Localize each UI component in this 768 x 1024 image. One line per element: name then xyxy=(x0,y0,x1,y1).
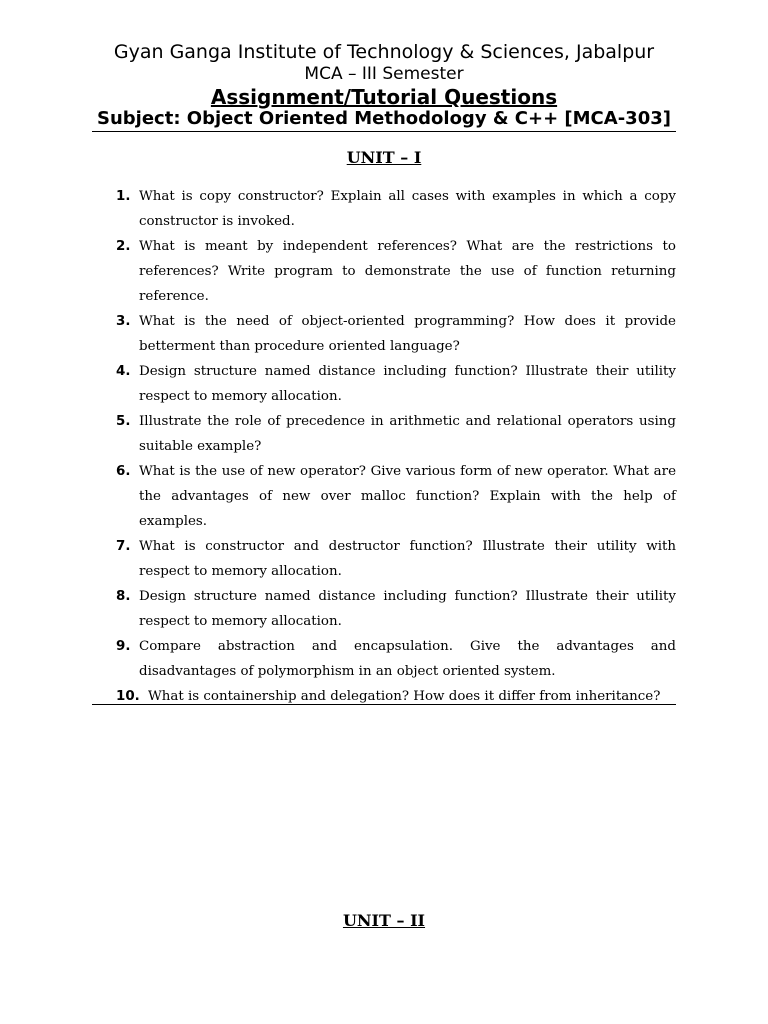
question-number: 4. xyxy=(116,364,131,379)
question-number: 3. xyxy=(116,314,131,329)
question-number: 7. xyxy=(116,539,131,554)
document-title: Assignment/Tutorial Questions xyxy=(210,85,558,109)
subject-line: Subject: Object Oriented Methodology & C++ [MCA-303] xyxy=(97,108,671,129)
question-number: 9. xyxy=(116,639,131,654)
question-text: What is containership and delegation? How does it differ from inheritance? xyxy=(148,689,661,704)
question-text: What is the need of object-oriented programming? How does it provide betterment than procedure oriented language? xyxy=(139,314,676,354)
question-text: Compare abstraction and encapsulation. Give the advantages and disadvantages of polymorphism in an object oriented system. xyxy=(139,639,676,679)
question-item xyxy=(100,309,676,359)
question-item xyxy=(100,634,676,684)
question-text: Design structure named distance including function? Illustrate their utility respect to memory allocation. xyxy=(139,364,676,404)
question-item xyxy=(100,684,676,709)
question-text: What is meant by independent references? What are the restrictions to references? Write program to demonstrate the use of function returning reference. xyxy=(139,239,676,304)
question-item xyxy=(100,534,676,584)
unit-1-end-divider xyxy=(92,704,676,705)
question-text: What is copy constructor? Explain all cases with examples in which a copy constructor is invoked. xyxy=(139,189,676,229)
question-number: 1. xyxy=(116,189,131,204)
question-number: 8. xyxy=(116,589,131,604)
question-item xyxy=(100,184,676,234)
unit-2-heading: UNIT – II xyxy=(342,911,426,930)
question-number: 6. xyxy=(116,464,131,479)
question-item xyxy=(100,584,676,634)
question-text: What is constructor and destructor function? Illustrate their utility with respect to memory allocation. xyxy=(139,539,676,579)
question-list xyxy=(100,184,676,709)
question-text: Design structure named distance including function? Illustrate their utility respect to memory allocation. xyxy=(139,589,676,629)
question-item xyxy=(100,409,676,459)
question-number: 2. xyxy=(116,239,131,254)
question-number: 10. xyxy=(116,689,140,704)
header-divider xyxy=(92,131,676,132)
question-number: 5. xyxy=(116,414,131,429)
unit-1-heading: UNIT – I xyxy=(346,148,422,167)
question-item xyxy=(100,459,676,534)
semester-label: MCA – III Semester xyxy=(304,64,464,84)
question-item xyxy=(100,234,676,309)
question-item xyxy=(100,359,676,409)
question-text: What is the use of new operator? Give various form of new operator. What are the advantages of new over malloc function? Explain with the help of examples. xyxy=(139,464,676,529)
question-text: Illustrate the role of precedence in arithmetic and relational operators using suitable example? xyxy=(139,414,676,454)
institute-name: Gyan Ganga Institute of Technology & Sciences, Jabalpur xyxy=(113,41,655,63)
